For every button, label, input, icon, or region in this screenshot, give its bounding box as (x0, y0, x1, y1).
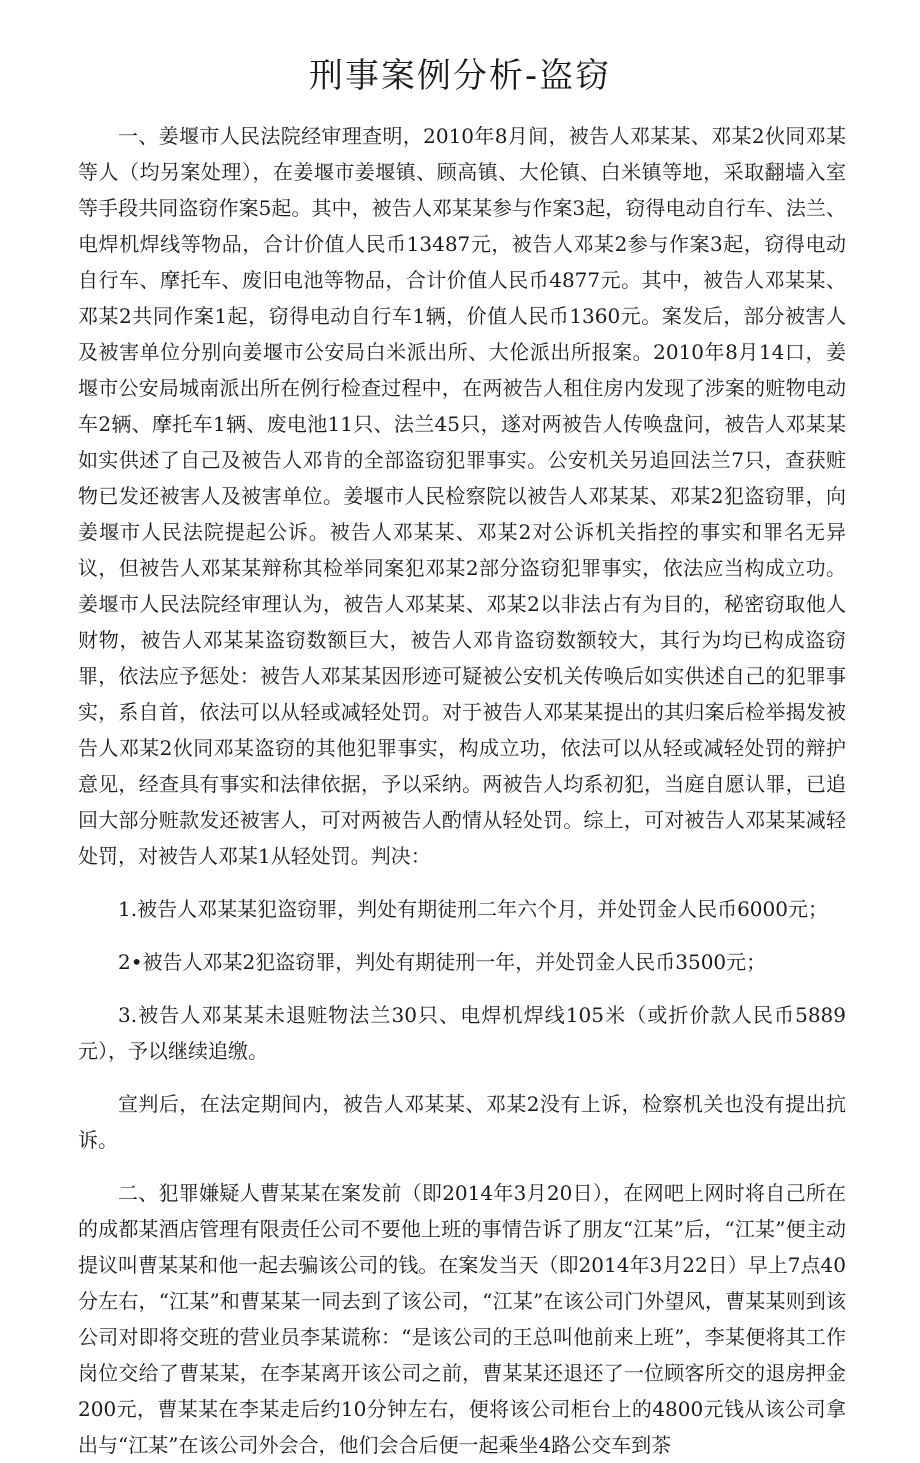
paragraph-verdict-3: 3.被告人邓某某未退赃物法兰30只、电焊机焊线105米（或折价款人民币5889元），予以继续追缴。 (78, 1003, 846, 1063)
paragraph-case-one: 一、姜堰市人民法院经审理查明，2010年8月间，被告人邓某某、邓某2伙同邓某等人（均另案处理），在姜堰市姜堰镇、顾高镇、大伦镇、白米镇等地，采取翻墙入室等手段共同盗窃作案5起。其中，被告人邓某某参与作案3起，窃得电动自行车、法兰、电焊机焊线等物品，合计价值人民币13487元，被告人邓某2参与作案3起，窃得电动自行车、摩托车、废旧电池等物品，合计价值人民币4877元。其中，被告人邓某某、邓某2共同作案1起，窃得电动自行车1辆，价值人民币1360元。案发后，部分被害人及被害单位分别向姜堰市公安局白米派出所、大伦派出所报案。2010年8月14口，姜堰市公安局城南派出所在例行检查过程中，在两被告人租住房内发现了涉案的赃物电动车2辆、摩托车1辆、废电池11只、法兰45只，遂对两被告人传唤盘问，被告人邓某某如实供述了自己及被告人邓肯的全部盗窃犯罪事实。公安机关另追回法兰7只，查获赃物已发还被害人及被害单位。姜堰市人民检察院以被告人邓某某、邓某2犯盗窃罪，向姜堰市人民法院提起公诉。被告人邓某某、邓某2对公诉机关指控的事实和罪名无异议，但被告人邓某某辩称其检举同案犯邓某2部分盗窃犯罪事实，依法应当构成立功。姜堰市人民法院经审理认为，被告人邓某某、邓某2以非法占有为目的，秘密窃取他人财物，被告人邓某某盗窃数额巨大，被告人邓肯盗窃数额较大，其行为均已构成盗窃罪，依法应予惩处：被告人邓某某因形迹可疑被公安机关传唤后如实供述自己的犯罪事实，系自首，依法可以从轻或减轻处罚。对于被告人邓某某提出的其归案后检举揭发被告人邓某2伙同邓某盗窃的其他犯罪事实，构成立功，依法可以从轻或减轻处罚的辩护意见，经查具有事实和法律依据，予以采纳。两被告人均系初犯，当庭自愿认罪，已追回大部分赃款发还被害人，可对两被告人酌情从轻处罚。综上，可对被告人邓某某减轻处罚，对被告人邓某1从轻处罚。判决： (78, 124, 846, 868)
paragraph-verdict-2: 2•被告人邓某2犯盗窃罪，判处有期徒刑一年，并处罚金人民币3500元； (118, 950, 767, 974)
paragraph-case-two: 二、犯罪嫌疑人曹某某在案发前（即2014年3月20日），在网吧上网时将自己所在的成都某酒店管理有限责任公司不要他上班的事情告诉了朋友“江某”后，“江某”便主动提议叫曹某某和他一起去骗该公司的钱。在案发当天（即2014年3月22日）早上7点40分左右，“江某”和曹某某一同去到了该公司，“江某”在该公司门外望风，曹某某则到该公司对即将交班的营业员李某谎称：“是该公司的王总叫他前来上班”，李某便将其工作岗位交给了曹某某，在李某离开该公司之前，曹某某还退还了一位顾客所交的退房押金200元，曹某某在李某走后约10分钟左右，便将该公司柜台上的4800元钱从该公司拿出与“江某”在该公司外会合，他们会合后便一起乘坐4路公交车到茶 (78, 1181, 846, 1457)
document-title: 刑事案例分析-盗窃 (308, 56, 612, 96)
paragraph-verdict-1: 1.被告人邓某某犯盗窃罪，判处有期徒刑二年六个月，并处罚金人民币6000元； (118, 897, 828, 921)
document-body (78, 118, 846, 1463)
paragraph-after-verdict: 宣判后，在法定期间内，被告人邓某某、邓某2没有上诉，检察机关也没有提出抗诉。 (78, 1092, 846, 1152)
